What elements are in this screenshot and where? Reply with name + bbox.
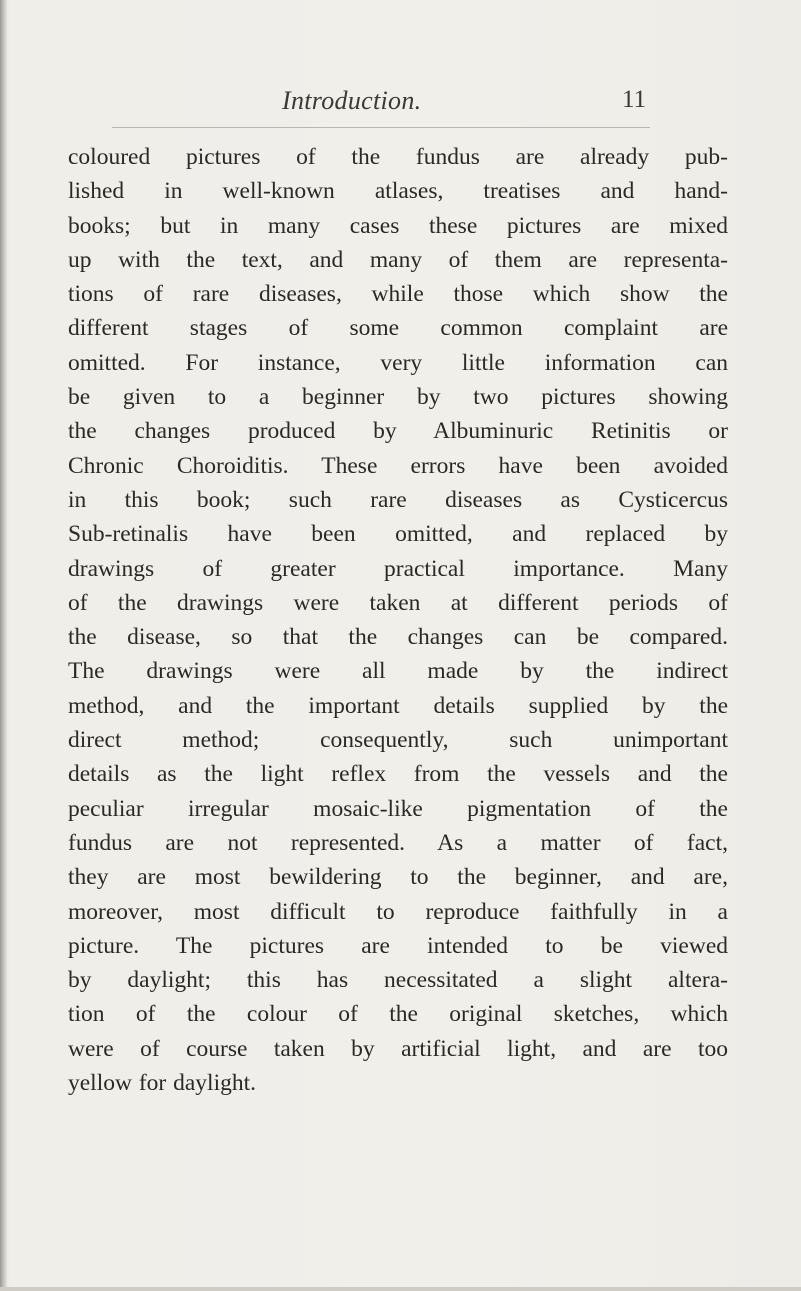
page-binding-edge (0, 0, 7, 1291)
text-line: by daylight; this has necessitated a slight altera- (68, 967, 728, 994)
text-line: in this book; such rare diseases as Cysticercus (68, 486, 728, 513)
text-line: lished in well-known atlases, treatises and hand- (68, 178, 728, 205)
text-line: the disease, so that the changes can be compared. (68, 624, 728, 651)
text-line: they are most bewildering to the beginner, and are, (68, 864, 728, 891)
page-number: 11 (622, 86, 647, 113)
text-line: picture. The pictures are intended to be viewed (68, 932, 728, 959)
text-line: peculiar irregular mosaic-like pigmentation of the (68, 795, 728, 822)
text-line: books; but in many cases these pictures are mixed (68, 212, 728, 239)
text-line: the changes produced by Albuminuric Retinitis or (68, 418, 728, 445)
text-line: direct method; consequently, such unimportant (68, 727, 728, 754)
text-line: omitted. For instance, very little information can (68, 349, 728, 376)
text-line: be given to a beginner by two pictures showing (68, 384, 728, 411)
text-line: moreover, most difficult to reproduce faithfully in a (68, 898, 728, 925)
body-paragraph (68, 140, 728, 1100)
text-line: tions of rare diseases, while those which show the (68, 281, 728, 308)
text-line: Sub-retinalis have been omitted, and replaced by (68, 521, 728, 548)
text-line: fundus are not represented. As a matter of fact, (68, 829, 728, 856)
text-line: of the drawings were taken at different periods of (68, 589, 728, 616)
page-bottom-edge (0, 1287, 801, 1291)
text-line: up with the text, and many of them are representa- (68, 246, 728, 273)
text-line: drawings of greater practical importance. Many (68, 555, 728, 582)
text-line: were of course taken by artificial light, and are too (68, 1035, 728, 1062)
header-rule (112, 127, 650, 128)
text-line: details as the light reflex from the vessels and the (68, 761, 728, 788)
text-line-last: yellow for daylight. (68, 1070, 257, 1097)
running-head (68, 86, 724, 126)
running-title: Introduction. (282, 86, 422, 115)
text-line: tion of the colour of the original sketches, which (68, 1001, 728, 1028)
text-line: Chronic Choroiditis. These errors have been avoided (68, 452, 728, 479)
text-line: coloured pictures of the fundus are already pub- (68, 144, 728, 170)
text-line: method, and the important details supplied by the (68, 692, 728, 719)
text-line: The drawings were all made by the indirect (68, 658, 728, 685)
text-line: different stages of some common complaint are (68, 315, 728, 342)
